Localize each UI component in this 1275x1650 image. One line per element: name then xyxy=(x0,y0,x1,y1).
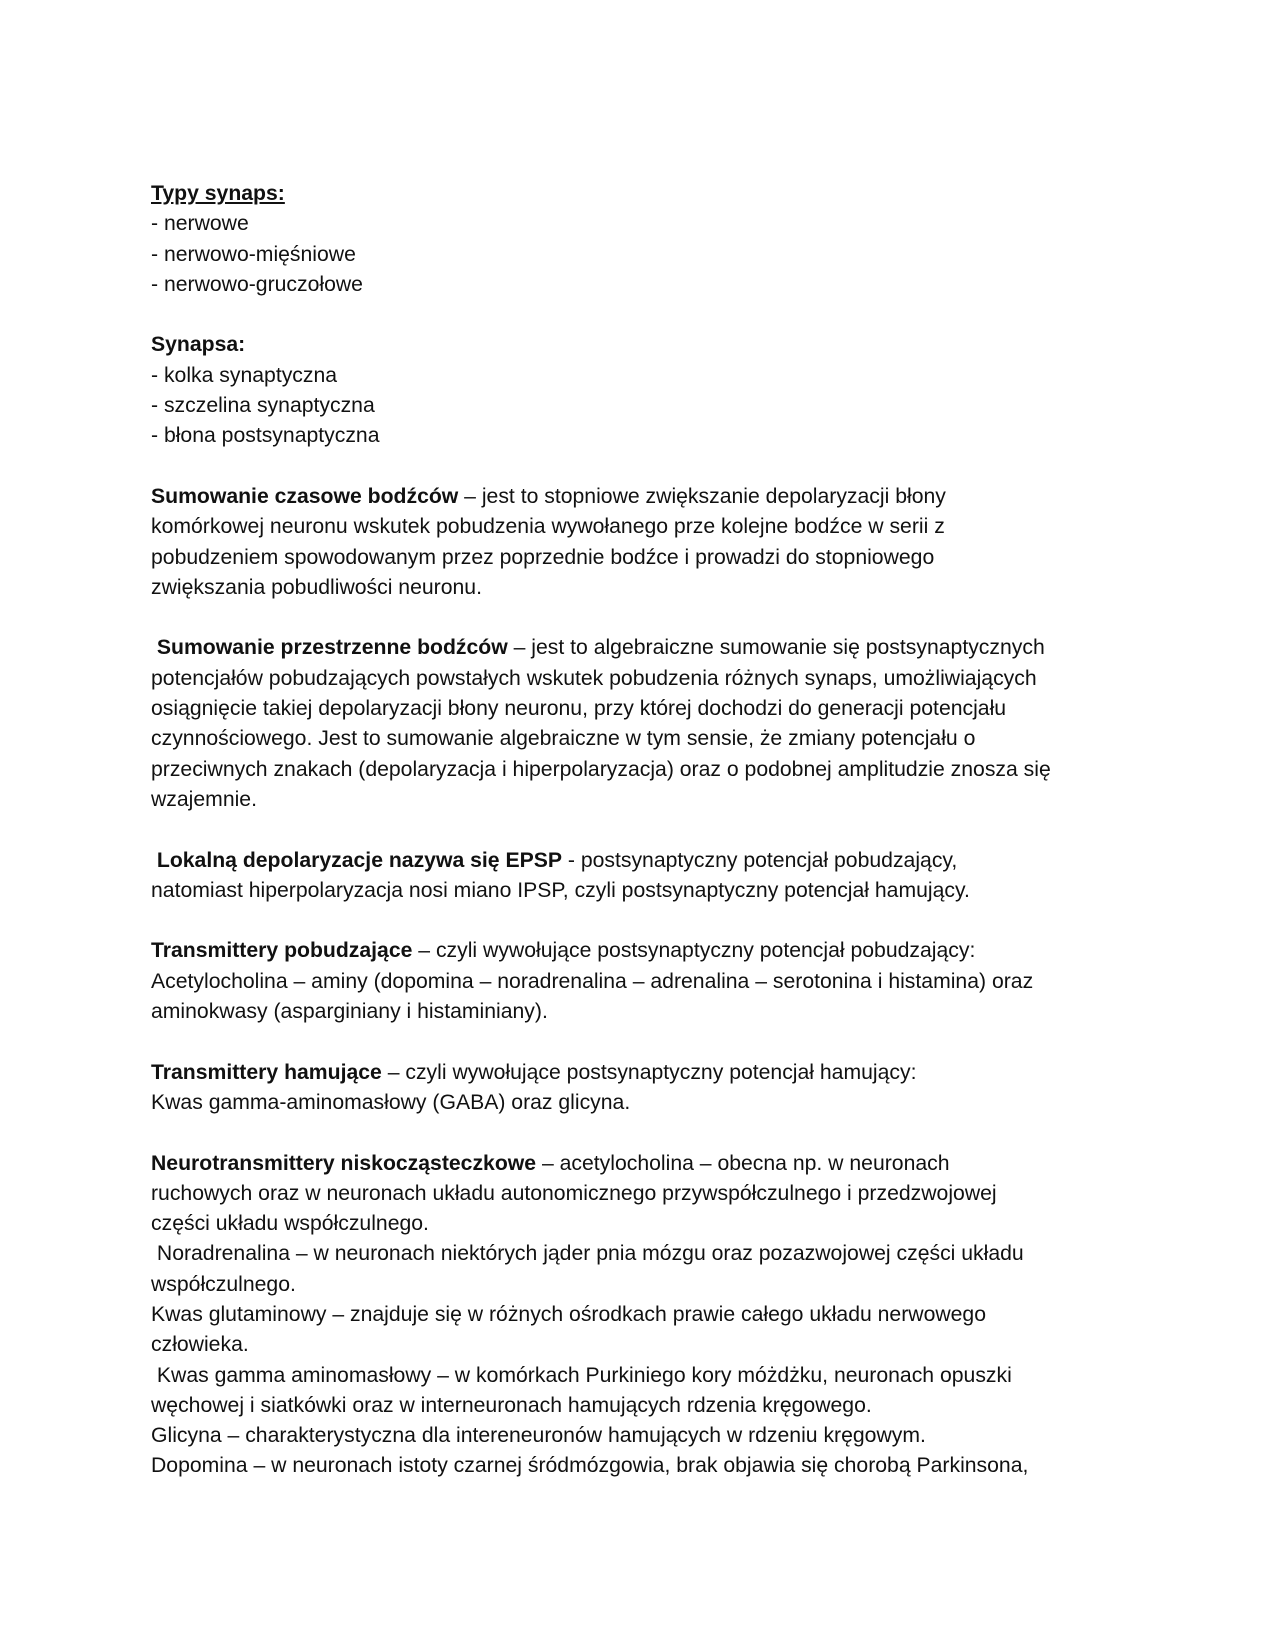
section-heading: Typy synaps: xyxy=(151,182,285,205)
list-item: - nerwowo-gruczołowe xyxy=(151,272,363,296)
paragraph-line: pobudzeniem spowodowanym przez poprzednie bodźce i prowadzi do stopniowego xyxy=(151,545,935,569)
list-item: - błona postsynaptyczna xyxy=(151,424,380,448)
paragraph-line: zwiększania pobudliwości neuronu. xyxy=(151,575,482,599)
paragraph-line: Kwas gamma aminomasłowy – w komórkach Purkiniego kory móżdżku, neuronach opuszki xyxy=(151,1363,1012,1387)
section-synapsa xyxy=(151,330,1141,451)
section-sumowanie-przestrzenne xyxy=(151,633,1141,815)
definition-text: – czyli wywołujące postsynaptyczny potencjał pobudzający: xyxy=(412,939,976,963)
paragraph-line: potencjałów pobudzających powstałych wskutek pobudzenia różnych synaps, umożliwiających xyxy=(151,666,1037,690)
paragraph-gap xyxy=(151,1027,1141,1057)
list-item: - nerwowo-mięśniowe xyxy=(151,242,356,266)
paragraph-gap xyxy=(151,815,1141,845)
section-typy-synaps xyxy=(151,179,1141,300)
paragraph-line: czynnościowego. Jest to sumowanie algebraiczne w tym sensie, że zmiany potencjału o xyxy=(151,727,976,751)
paragraph-line: części układu współczulnego. xyxy=(151,1212,429,1236)
term: Lokalną depolaryzacje nazywa się EPSP xyxy=(151,848,562,872)
paragraph-line: Kwas gamma-aminomasłowy (GABA) oraz glicyna. xyxy=(151,1090,631,1114)
list-item: - nerwowe xyxy=(151,212,249,236)
paragraph-line: człowieka. xyxy=(151,1333,249,1357)
paragraph-gap xyxy=(151,906,1141,936)
paragraph-line: Dopomina – w neuronach istoty czarnej śródmózgowia, brak objawia się chorobą Parkinsona, xyxy=(151,1454,1029,1478)
paragraph-line xyxy=(151,936,1141,966)
paragraph-line: natomiast hiperpolaryzacja nosi miano IPSP, czyli postsynaptyczny potencjał hamujący. xyxy=(151,878,970,902)
paragraph-gap xyxy=(151,603,1141,633)
section-epsp xyxy=(151,846,1141,907)
paragraph-line: ruchowych oraz w neuronach układu autonomicznego przywspółczulnego i przedzwojowej xyxy=(151,1181,997,1205)
paragraph-gap xyxy=(151,1118,1141,1148)
term: Neurotransmittery niskocząsteczkowe xyxy=(151,1151,537,1175)
paragraph-line: Noradrenalina – w neuronach niektórych jąder pnia mózgu oraz pozazwojowej części układu xyxy=(151,1242,1024,1266)
list-item: - szczelina synaptyczna xyxy=(151,394,375,418)
paragraph-line: komórkowej neuronu wskutek pobudzenia wywołanego prze kolejne bodźce w serii z xyxy=(151,515,945,539)
list-item: - kolka synaptyczna xyxy=(151,363,338,387)
term: Sumowanie przestrzenne bodźców xyxy=(151,636,508,660)
paragraph-line: węchowej i siatkówki oraz w interneuronach hamujących rdzenia kręgowego. xyxy=(151,1393,872,1417)
definition-text: – acetylocholina – obecna np. w neuronach xyxy=(536,1151,950,1175)
section-sumowanie-czasowe xyxy=(151,482,1141,603)
definition-text: – jest to algebraiczne sumowanie się postsynaptycznych xyxy=(507,636,1045,660)
paragraph-line xyxy=(151,1149,1141,1179)
document-page xyxy=(151,179,1141,1482)
paragraph-line: współczulnego. xyxy=(151,1272,296,1296)
section-transmittery-hamujace xyxy=(151,1058,1141,1119)
paragraph-line: aminokwasy (asparginiany i histaminiany). xyxy=(151,1000,548,1024)
definition-text: – czyli wywołujące postsynaptyczny potencjał hamujący: xyxy=(381,1060,917,1084)
term: Transmittery hamujące xyxy=(151,1060,382,1084)
paragraph-line xyxy=(151,846,1141,876)
definition-text: – jest to stopniowe zwiększanie depolaryzacji błony xyxy=(458,484,946,508)
paragraph-gap xyxy=(151,300,1141,330)
paragraph-line: Kwas glutaminowy – znajduje się w różnych ośrodkach prawie całego układu nerwowego xyxy=(151,1302,987,1326)
paragraph-line: wzajemnie. xyxy=(151,787,257,811)
paragraph-line: osiągnięcie takiej depolaryzacji błony neuronu, przy której dochodzi do generacji potencjału xyxy=(151,697,1007,721)
section-neurotransmittery xyxy=(151,1149,1141,1482)
term: Sumowanie czasowe bodźców xyxy=(151,484,459,508)
paragraph-line: Glicyna – charakterystyczna dla intereneuronów hamujących w rdzeniu kręgowym. xyxy=(151,1424,926,1448)
paragraph-gap xyxy=(151,452,1141,482)
section-transmittery-pobudzajace xyxy=(151,936,1141,1027)
section-heading: Synapsa: xyxy=(151,333,246,357)
paragraph-line xyxy=(151,482,1141,512)
definition-text: - postsynaptyczny potencjał pobudzający, xyxy=(561,848,958,872)
paragraph-line xyxy=(151,1058,1141,1088)
paragraph-line: Acetylocholina – aminy (dopomina – noradrenalina – adrenalina – serotonina i histamina) oraz xyxy=(151,969,1034,993)
paragraph-line: przeciwnych znakach (depolaryzacja i hiperpolaryzacja) oraz o podobnej amplitudzie znosza się xyxy=(151,757,1051,781)
paragraph-line xyxy=(151,633,1141,663)
term: Transmittery pobudzające xyxy=(151,939,413,963)
